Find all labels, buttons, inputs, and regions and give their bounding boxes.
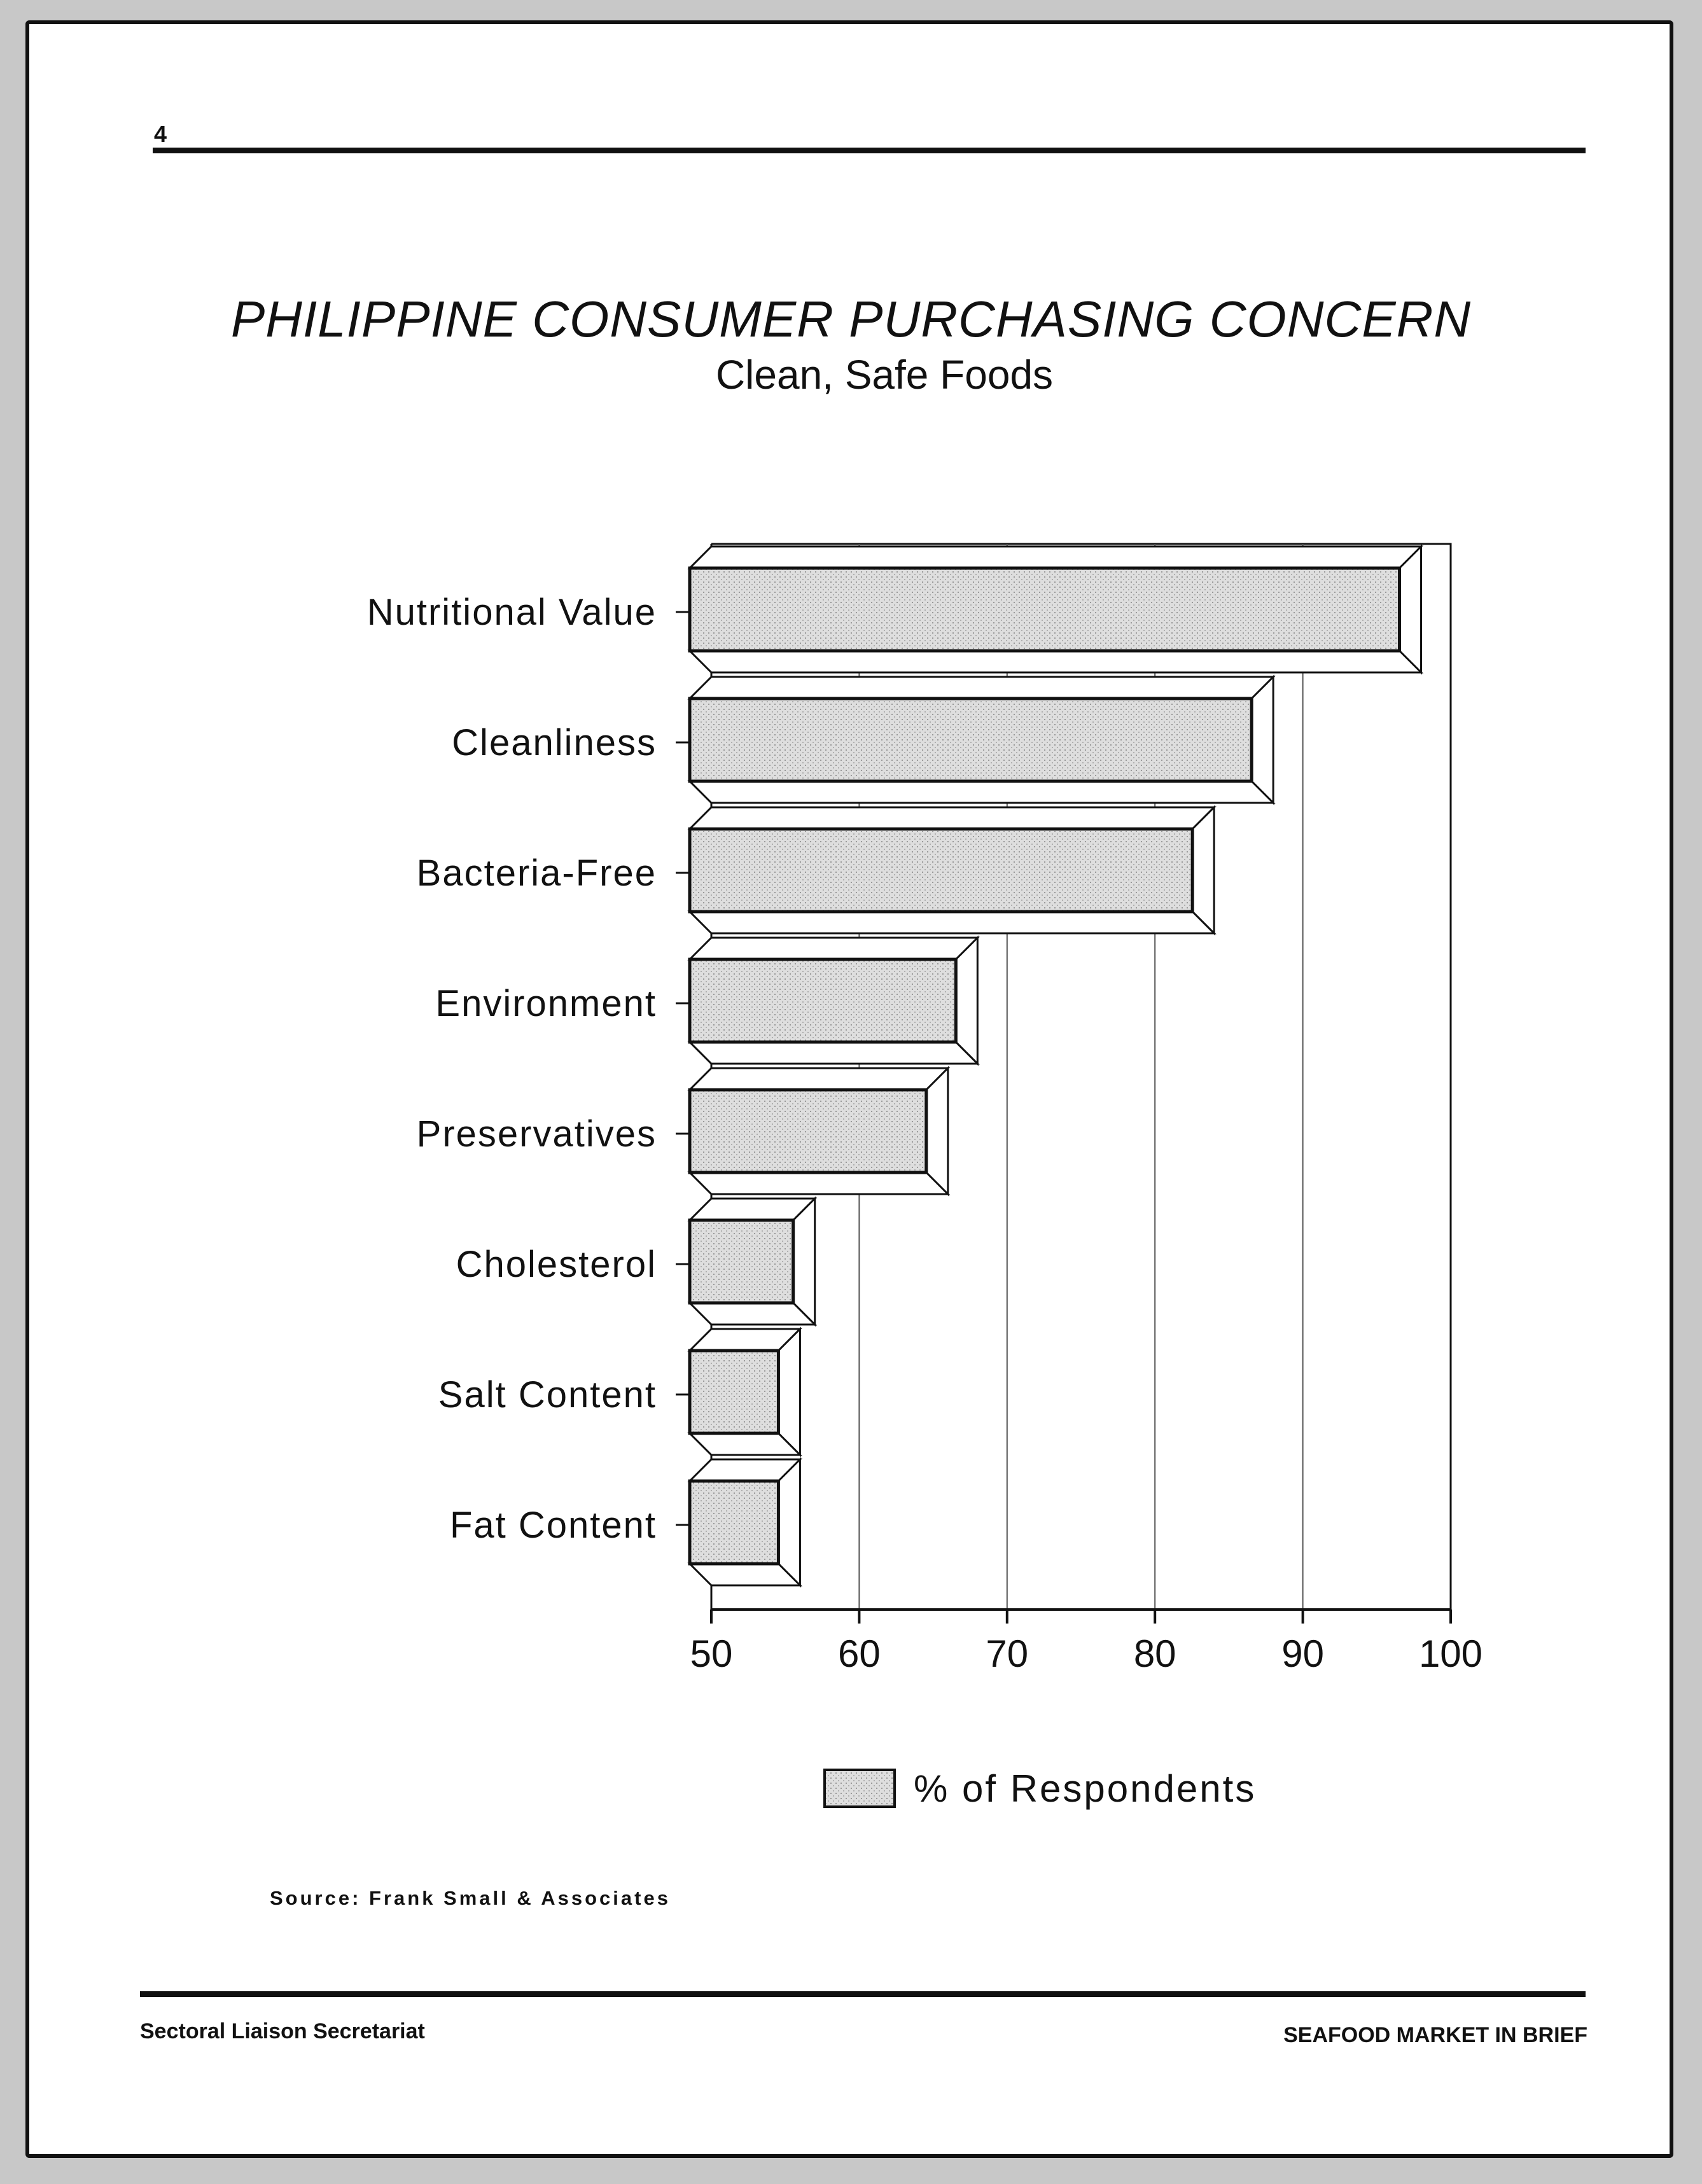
bar-bottom-face bbox=[690, 651, 1421, 672]
bar-bottom-face bbox=[690, 1303, 815, 1325]
bar-bottom-face bbox=[690, 781, 1273, 803]
bar bbox=[690, 807, 1214, 933]
bar-front-face bbox=[690, 829, 1192, 912]
bar-bottom-face bbox=[690, 1172, 948, 1194]
bar-front-face bbox=[690, 959, 956, 1042]
x-tick-label: 70 bbox=[986, 1632, 1029, 1675]
x-tick-label: 60 bbox=[838, 1632, 881, 1675]
bar-front-face bbox=[690, 1351, 778, 1433]
footer-right: SEAFOOD MARKET IN BRIEF bbox=[1283, 2023, 1587, 2047]
y-tick-label: Nutritional Value bbox=[366, 592, 657, 633]
y-tick-label: Bacteria-Free bbox=[416, 852, 657, 894]
y-tick-label: Environment bbox=[435, 983, 657, 1024]
y-tick-label: Salt Content bbox=[438, 1374, 657, 1415]
bar bbox=[690, 1068, 948, 1194]
y-tick-label: Preservatives bbox=[416, 1113, 657, 1155]
x-tick-label: 90 bbox=[1281, 1632, 1324, 1675]
bar bbox=[690, 1459, 800, 1585]
bar bbox=[690, 677, 1273, 803]
bar-top-face bbox=[690, 677, 1273, 699]
bar bbox=[690, 1199, 815, 1325]
bar-front-face bbox=[690, 568, 1400, 651]
bar-top-face bbox=[690, 938, 977, 959]
page-number: 4 bbox=[154, 121, 167, 147]
x-tick-label: 80 bbox=[1133, 1632, 1176, 1675]
bar bbox=[690, 938, 977, 1064]
bar-front-face bbox=[690, 1481, 778, 1564]
y-tick-label: Cholesterol bbox=[456, 1244, 657, 1285]
bar bbox=[690, 546, 1421, 672]
footer-left: Sectoral Liaison Secretariat bbox=[140, 2019, 425, 2043]
x-tick-label: 100 bbox=[1418, 1632, 1483, 1675]
bar-bottom-face bbox=[690, 912, 1214, 933]
bar-top-face bbox=[690, 546, 1421, 568]
bar-front-face bbox=[690, 699, 1252, 781]
chart-title: PHILIPPINE CONSUMER PURCHASING CONCERN bbox=[230, 291, 1472, 347]
bar bbox=[690, 1329, 800, 1455]
y-tick-label: Cleanliness bbox=[452, 722, 657, 763]
bar-front-face bbox=[690, 1090, 926, 1172]
legend-swatch bbox=[825, 1770, 895, 1807]
source-note: Source: Frank Small & Associates bbox=[270, 1887, 671, 1909]
chart-subtitle: Clean, Safe Foods bbox=[715, 352, 1054, 398]
legend-label: % of Respondents bbox=[914, 1767, 1257, 1810]
bar-top-face bbox=[690, 1068, 948, 1090]
bar-top-face bbox=[690, 807, 1214, 829]
bar-front-face bbox=[690, 1220, 793, 1303]
bar-bottom-face bbox=[690, 1042, 977, 1064]
footer-rule bbox=[140, 1991, 1586, 1997]
x-tick-label: 50 bbox=[690, 1632, 733, 1675]
y-tick-label: Fat Content bbox=[449, 1505, 657, 1546]
